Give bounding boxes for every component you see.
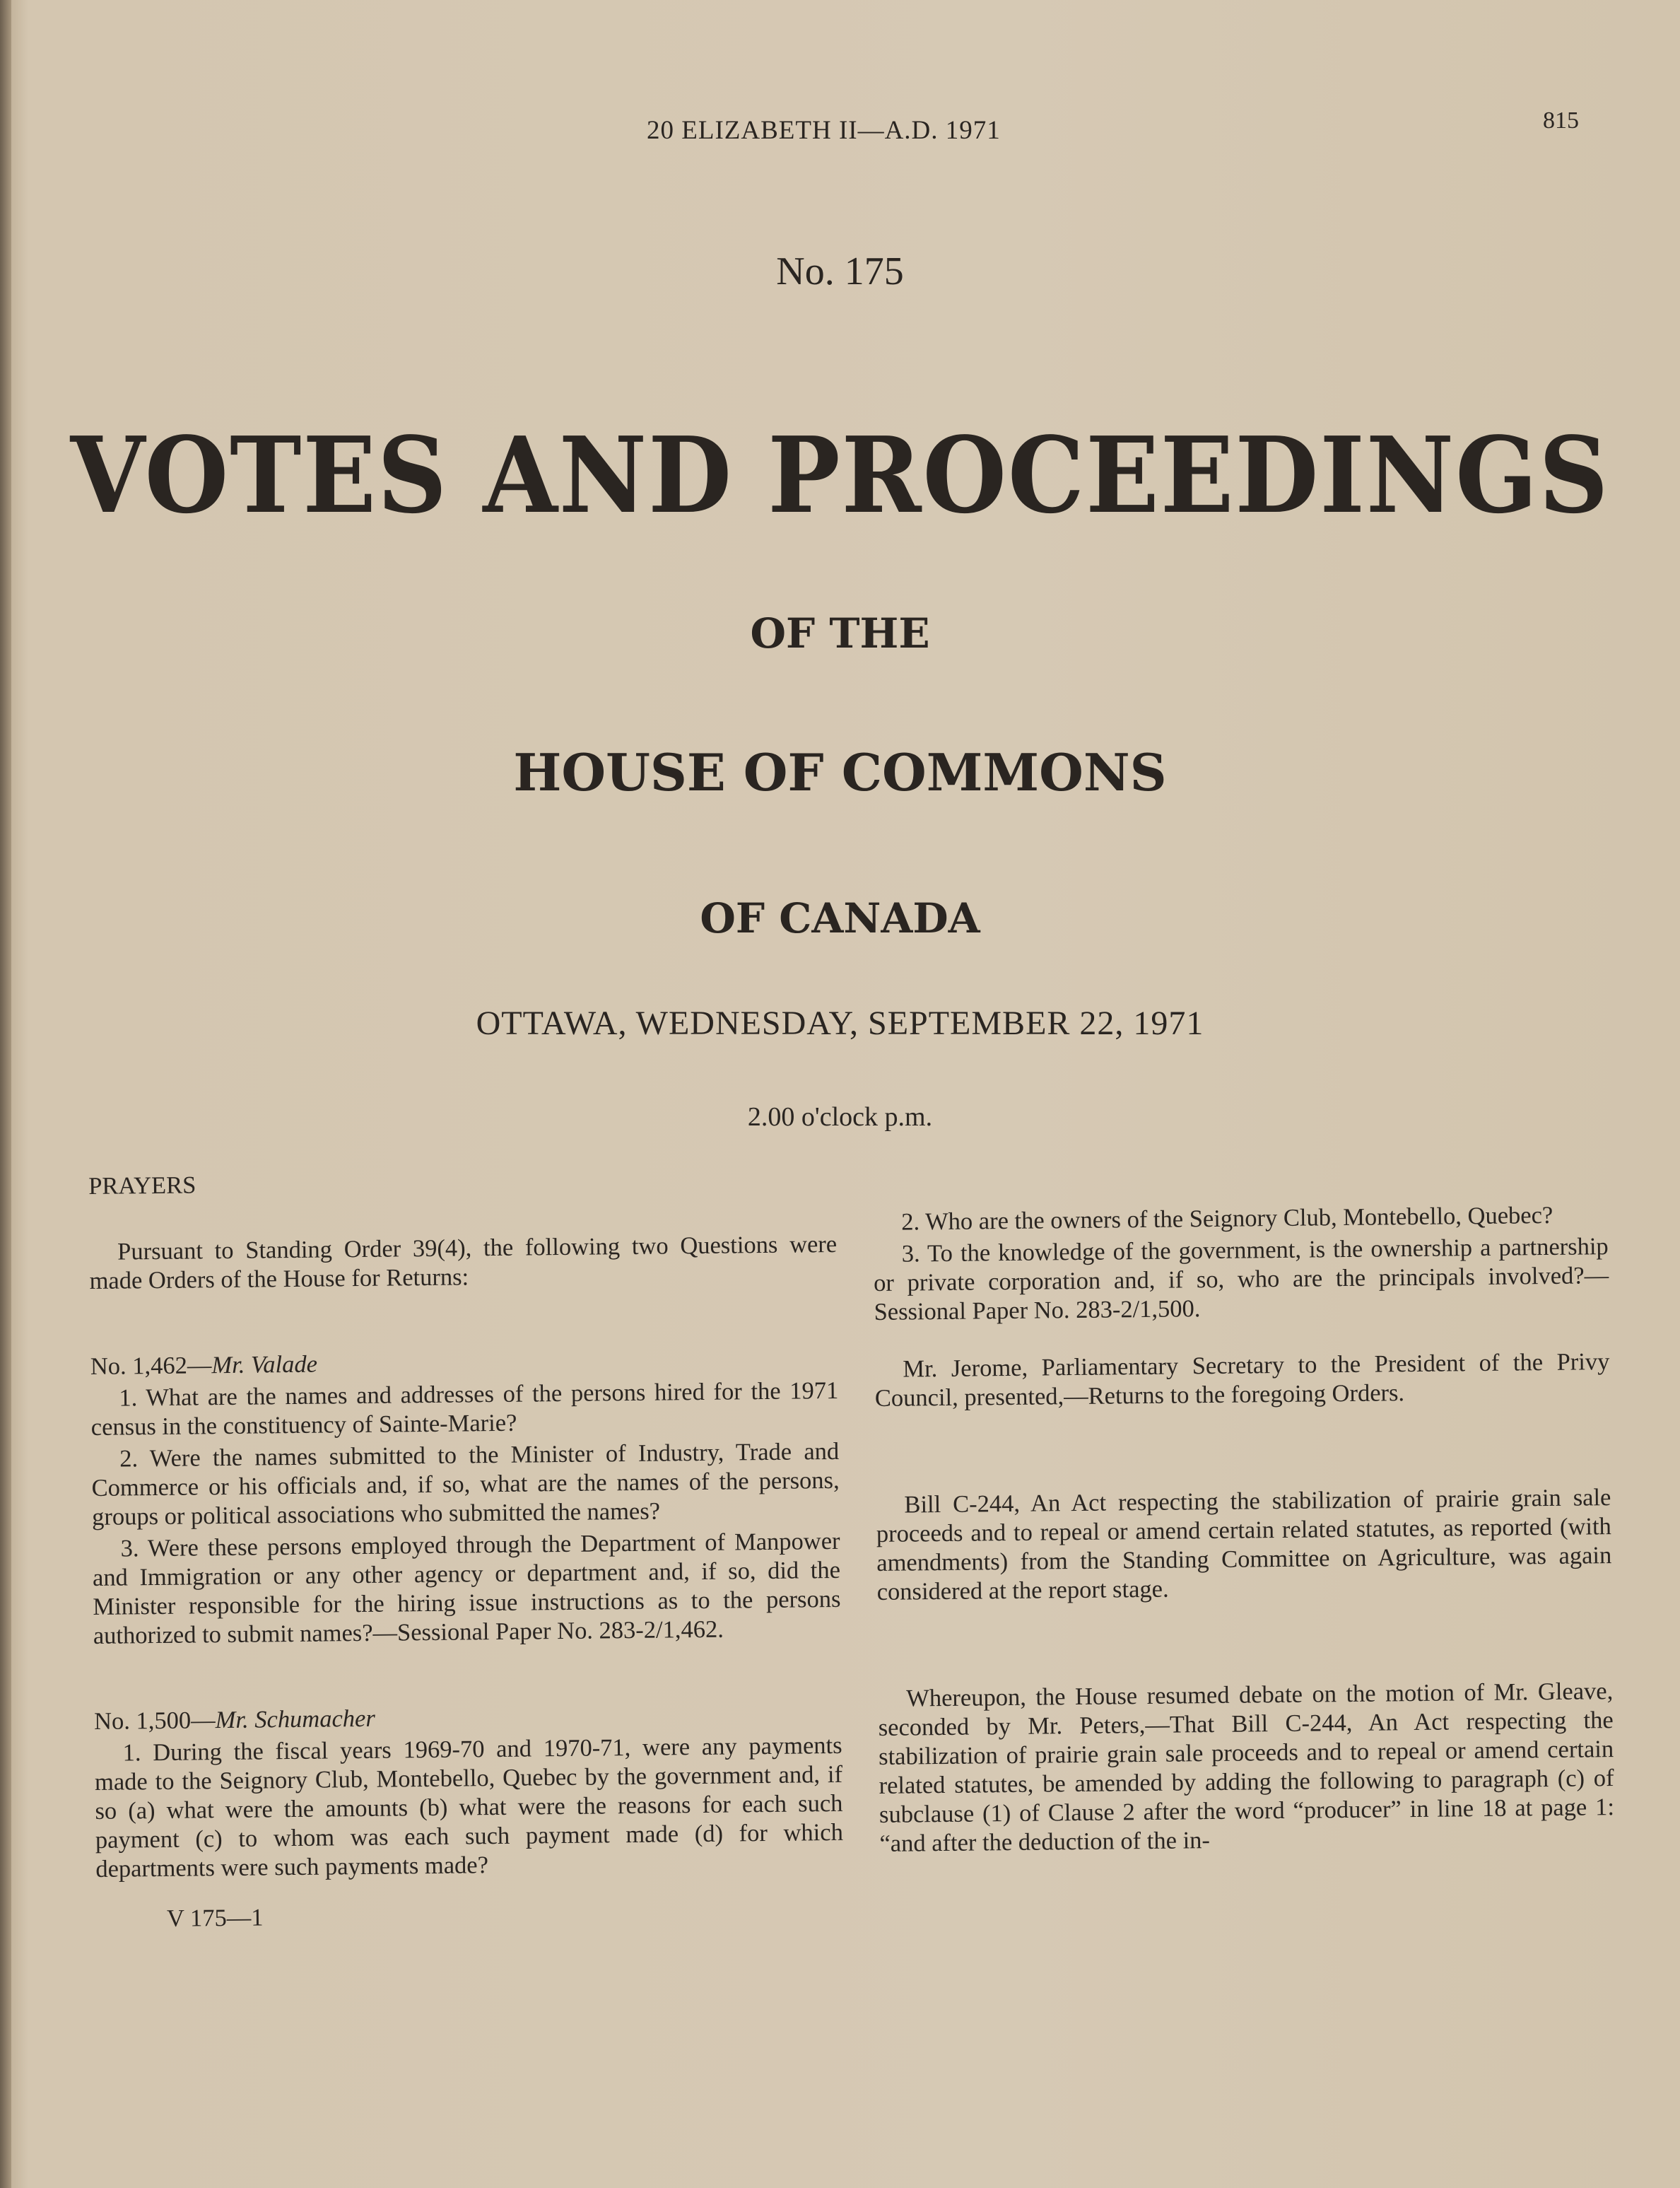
question-number: No. 1,500— <box>93 1707 216 1735</box>
book-spine-shadow <box>0 0 11 2188</box>
debate-paragraph: Whereupon, the House resumed debate on the motion of Mr. Gleave, seconded by Mr. Peters,—That Bill C-244, An Act respecting the stabilization of prairie grain sale proceeds and to repeal or amend certain related statutes, be amended by adding the following to paragraph (c) of subclause (1) of Clause 2 after the word “producer” in line 18 at page 1: “and after the deduction of the in- <box>878 1678 1615 1857</box>
sitting-time: 2.00 o'clock p.m. <box>747 1102 933 1132</box>
subtitle-house-of-commons: HOUSE OF COMMONS <box>513 742 1167 802</box>
question-member: Mr. Valade <box>211 1350 318 1379</box>
question-item: 1. During the fiscal years 1969-70 and 1970-71, were any payments made to the Seignory Club, Montebello, Quebec by the government and, if so (a) what were the amounts (b) what were the reasons for each such payment (c) to whom was each such payment made (d) for which departments were such payments made? <box>94 1731 844 1883</box>
question-item: 3. To the knowledge of the government, is the ownership a partnership or private corporation and, if so, who are the principals involved?—Sessional Paper No. 283-2/1,500. <box>873 1233 1609 1326</box>
dateline: OTTAWA, WEDNESDAY, SEPTEMBER 22, 1971 <box>476 1005 1204 1042</box>
left-column <box>88 1164 844 1934</box>
question-item: 2. Were the names submitted to the Minister of Industry, Trade and Commerce or his officials and, if so, what are the names of the persons, groups or political associations who submitted the names? <box>91 1437 840 1531</box>
subtitle-of-the: OF THE <box>750 609 930 657</box>
running-header: 20 ELIZABETH II—A.D. 1971 <box>647 116 1001 145</box>
bill-paragraph: Bill C-244, An Act respecting the stabilization of prairie grain sale proceeds and to repeal or amend certain related statutes, as reported (with amendments) from the Standing Committee on Agriculture, was again considered at the report stage. <box>876 1484 1612 1605</box>
document-title: VOTES AND PROCEEDINGS <box>70 414 1610 537</box>
right-column <box>873 1198 1615 1859</box>
question-item: 2. Who are the owners of the Seignory Club, Montebello, Quebec? <box>901 1201 1553 1236</box>
subtitle-of-canada: OF CANADA <box>700 894 980 942</box>
returns-paragraph: Mr. Jerome, Parliamentary Secretary to the President of the Privy Council, presented,—Returns to the foregoing Orders. <box>874 1348 1610 1412</box>
question-heading <box>90 1345 838 1381</box>
question-heading <box>94 1699 842 1736</box>
issue-number: No. 175 <box>776 250 904 293</box>
section-prayers: PRAYERS <box>88 1171 196 1200</box>
intro-paragraph: Pursuant to Standing Order 39(4), the following two Questions were made Orders of the House for Returns: <box>89 1230 838 1294</box>
page-number: 815 <box>1543 107 1579 134</box>
question-member: Mr. Schumacher <box>215 1704 375 1734</box>
question-item: 3. Were these persons employed through the Department of Manpower and Immigration or any other agency or department and, if so, did the Minister responsible for the hiring issue instructions as to the persons authorized to submit names?—Sessional Paper No. 283-2/1,462. <box>92 1527 841 1649</box>
question-item: 1. What are the names and addresses of the persons hired for the 1971 census in the constituency of Sainte-Marie? <box>90 1376 839 1441</box>
question-number: No. 1,462— <box>90 1352 212 1380</box>
signature-mark: V 175—1 <box>166 1904 264 1932</box>
